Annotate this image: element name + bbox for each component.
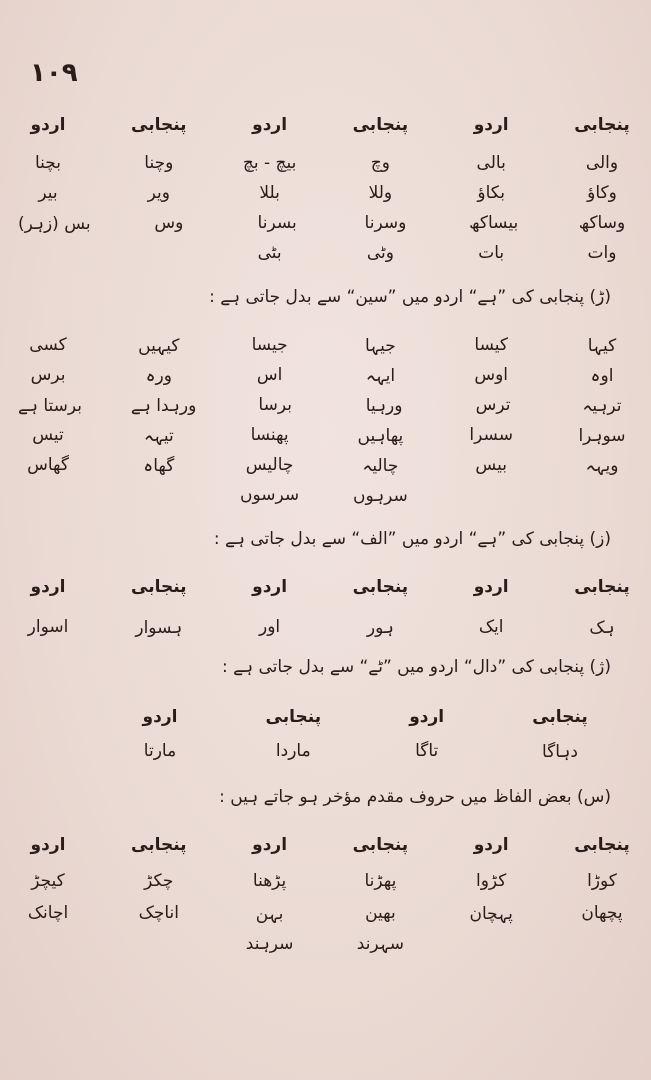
table-row xyxy=(18,450,632,480)
table-row xyxy=(18,390,632,420)
column-header: اردو xyxy=(252,577,288,597)
word: والی xyxy=(585,153,619,173)
word: بات xyxy=(478,243,505,263)
word: برستا ہے xyxy=(18,395,82,416)
column-header: اردو xyxy=(30,835,66,855)
word: بسرنا xyxy=(257,213,297,233)
section5-header-row xyxy=(18,830,632,860)
word: کڑوا xyxy=(475,871,507,891)
column-header: پنجابی xyxy=(131,835,187,855)
column-header: پنجابی xyxy=(352,115,409,135)
table-row xyxy=(18,612,632,642)
word: سرہند xyxy=(245,933,294,954)
word: سسرا xyxy=(469,425,513,445)
section1-header-row xyxy=(18,110,632,140)
word: برس xyxy=(30,365,66,385)
word: تیس xyxy=(32,425,64,445)
word: پھنسا xyxy=(250,425,289,445)
word: اسوار xyxy=(27,617,69,637)
word: گھاس xyxy=(27,455,69,475)
word: اناچک xyxy=(138,903,179,923)
column-header: پنجابی xyxy=(574,835,630,855)
word: تیہہ xyxy=(143,425,174,446)
word: کیہا xyxy=(587,335,617,356)
word: برسا xyxy=(258,395,292,415)
word: سوہرا xyxy=(578,425,626,446)
word: بہن xyxy=(255,903,284,924)
word: ویر xyxy=(147,183,170,203)
word: وچ xyxy=(370,153,390,173)
table-row xyxy=(18,420,632,450)
word: کیہیں xyxy=(138,335,180,356)
column-header: پنجابی xyxy=(574,115,630,135)
word: چالیہ xyxy=(362,455,399,476)
word: اچانک xyxy=(27,903,69,923)
table-row xyxy=(18,238,632,268)
word: وسرنا xyxy=(364,213,407,233)
word: سرہوں xyxy=(352,485,408,506)
word: پہچان xyxy=(469,903,513,924)
word: اور xyxy=(259,617,281,637)
word: دہاگا xyxy=(541,741,578,762)
column-header: پنجابی xyxy=(131,577,187,597)
table-row xyxy=(130,736,590,766)
section4-header-row xyxy=(130,702,590,732)
word: ماردا xyxy=(275,741,311,761)
table-row xyxy=(18,898,632,928)
table-row xyxy=(18,866,632,896)
word: وساکھ xyxy=(578,213,626,233)
section4-heading: (ژ) پنجابی کی ”دال“ اردو میں ”ٹے“ سے بدل جاتی ہے : xyxy=(222,657,611,677)
word: کوڑا xyxy=(587,871,617,891)
word: ہور xyxy=(366,617,394,638)
word: پچھان xyxy=(581,903,623,923)
word: سہرند xyxy=(356,933,405,954)
column-header: اردو xyxy=(142,707,178,727)
column-header: اردو xyxy=(30,115,66,135)
table-row xyxy=(18,178,632,208)
word: ترہیہ xyxy=(582,395,622,416)
table-row xyxy=(18,330,632,360)
word: ہسوار xyxy=(135,617,183,638)
column-header: اردو xyxy=(252,835,288,855)
section3-heading: (ز) پنجابی کی ”ہے“ اردو میں ”الف“ سے بدل جاتی ہے : xyxy=(213,529,611,549)
column-header: اردو xyxy=(473,115,509,135)
table-row xyxy=(18,208,632,238)
word: ورہ xyxy=(145,365,172,386)
word: بیچ - بچ xyxy=(242,153,297,173)
table-row xyxy=(18,480,632,510)
word: وللا xyxy=(368,183,393,203)
word: وچنا xyxy=(144,153,174,173)
section2-heading: (ڑ) پنجابی کی ”ہے“ اردو میں ”سین“ سے بدل جاتی ہے : xyxy=(209,287,611,307)
word: کیسا xyxy=(474,335,508,355)
word: بیس xyxy=(475,455,507,475)
word: بیساکھ xyxy=(469,213,519,233)
word: ہک xyxy=(589,617,615,638)
word: اس xyxy=(256,365,283,385)
word: ایک xyxy=(478,617,504,637)
section5-heading: (س) بعض الفاظ میں حروف مقدم مؤخر ہو جاتے ہیں : xyxy=(219,787,611,807)
section3-header-row xyxy=(18,572,632,602)
word: چکڑ xyxy=(144,871,174,891)
word: اوس xyxy=(474,365,509,385)
word: بکاؤ xyxy=(477,183,505,203)
word: کسی xyxy=(29,335,67,355)
column-header: اردو xyxy=(409,707,445,727)
word: مارتا xyxy=(143,741,177,761)
word: وٹی xyxy=(366,243,394,263)
word: چالیس xyxy=(245,455,294,475)
table-row xyxy=(18,928,632,958)
word: گھاہ xyxy=(143,455,175,476)
word: جیسا xyxy=(251,335,288,355)
word: بس (زہر) xyxy=(18,213,91,234)
word: بھین xyxy=(365,903,396,923)
word: بالی xyxy=(476,153,506,173)
word: پھاہیں xyxy=(357,425,404,446)
column-header: اردو xyxy=(473,577,509,597)
word: کیچڑ xyxy=(31,871,65,891)
word: پڑھنا xyxy=(252,871,287,891)
word: اوہ xyxy=(590,365,614,386)
word: ترس xyxy=(475,395,511,415)
word: وس xyxy=(154,213,184,233)
word: ایہہ xyxy=(365,365,396,386)
word: ویہہ xyxy=(585,455,619,476)
word: ورہیا xyxy=(365,395,403,416)
column-header: اردو xyxy=(252,115,288,135)
column-header: پنجابی xyxy=(352,835,409,855)
column-header: اردو xyxy=(473,835,509,855)
word: وات xyxy=(587,243,617,263)
column-header: اردو xyxy=(30,577,66,597)
word: سرسوں xyxy=(240,485,300,505)
word: بٹی xyxy=(257,243,282,263)
table-row xyxy=(18,360,632,390)
word: بللا xyxy=(259,183,280,203)
column-header: پنجابی xyxy=(265,707,322,727)
word: بچنا xyxy=(34,153,61,173)
word: تاگا xyxy=(415,741,439,761)
column-header: پنجابی xyxy=(131,115,187,135)
word: بیر xyxy=(38,183,58,203)
page-number: ١٠٩ xyxy=(30,58,78,88)
column-header: پنجابی xyxy=(574,577,630,597)
word: وکاؤ xyxy=(587,183,617,203)
word: جیہا xyxy=(365,335,396,356)
column-header: پنجابی xyxy=(352,577,409,597)
column-header: پنجابی xyxy=(532,707,588,727)
word: ورہدا ہے xyxy=(130,395,197,416)
word: پھڑنا xyxy=(364,871,397,891)
table-row xyxy=(18,148,632,178)
